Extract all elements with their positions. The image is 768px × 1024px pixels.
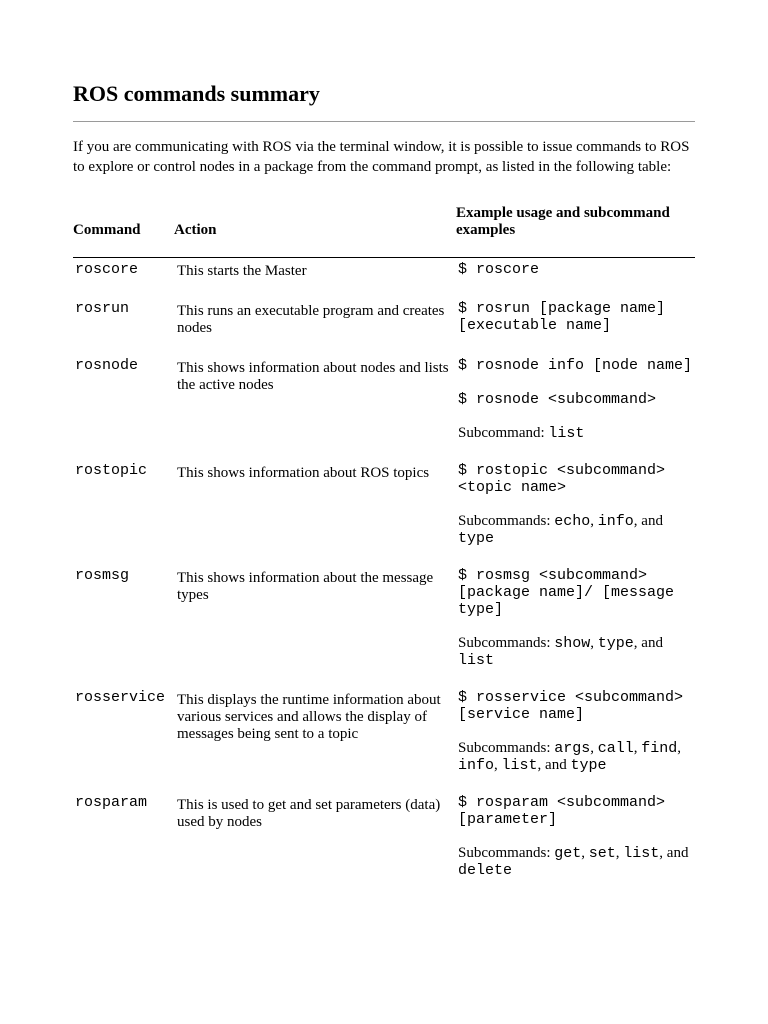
subcommand-name: find [641,740,678,757]
usage-example: $ rostopic <subcommand> <topic name> [458,462,666,496]
page-title: ROS commands summary [73,81,320,106]
table-row [73,357,695,462]
subcommands-label: Subcommands: [458,740,551,756]
subcommand-name: args [554,740,591,757]
header-action: Action [174,205,456,258]
table-row [73,689,695,794]
subcommand-name: list [548,425,585,442]
action-cell: This is used to get and set parameters (data) used by nodes [177,797,441,830]
action-cell: This shows information about nodes and lists the active nodes [177,360,449,393]
command-cell: rosservice [75,689,166,706]
table-row [73,300,695,357]
table-header-row [73,205,695,258]
commands-table [73,205,695,899]
example-cell [456,258,695,301]
subcommand-name: type [570,757,607,774]
command-cell: rosrun [75,300,130,317]
subcommand-name: type [597,635,634,652]
command-cell: rosnode [75,357,139,374]
subcommands-line: Subcommands: get, set, list, and delete [458,845,689,879]
subcommands-label: Subcommands: [458,513,551,529]
example-cell [456,300,695,357]
table-row [73,567,695,689]
action-cell: This shows information about ROS topics [177,465,430,481]
example-cell [456,357,695,462]
action-cell: This shows information about the message types [177,570,434,603]
subcommand-name: type [458,530,495,547]
usage-example: $ rosnode <subcommand> [458,391,657,408]
example-cell [456,794,695,899]
subcommand-name: get [554,845,582,862]
action-cell: This runs an executable program and creates nodes [177,303,445,336]
header-example: Example usage and subcommand examples [456,205,695,258]
usage-example: $ rosmsg <subcommand> [package name]/ [message type] [458,567,675,618]
subcommand-name: delete [458,862,513,879]
command-cell: roscore [75,261,139,278]
example-cell [456,567,695,689]
table-body [73,258,695,900]
subcommand-name: echo [554,513,591,530]
table-row [73,794,695,899]
intro-paragraph: If you are communicating with ROS via the terminal window, it is possible to issue commands to ROS to explore or control nodes in a package from the command prompt, as listed in the following table: [73,139,690,175]
subcommand-name: list [458,652,495,669]
header-command: Command [73,205,174,258]
usage-example: $ rosrun [package name] [executable name] [458,300,666,334]
example-cell [456,462,695,567]
subcommand-name: set [588,845,616,862]
table-row [73,258,695,301]
subcommand-name: info [458,757,495,774]
usage-example: $ roscore [458,261,540,278]
subcommands-label: Subcommand: [458,425,545,441]
title-divider [73,121,695,122]
subcommands-line: Subcommands: args, call, find, info, list, and type [458,740,682,774]
subcommands-label: Subcommands: [458,635,551,651]
subcommand-name: list [623,845,660,862]
usage-example: $ rosparam <subcommand> [parameter] [458,794,666,828]
usage-example: $ rosnode info [node name] [458,357,693,374]
subcommands-line [458,425,695,442]
usage-example: $ rosservice <subcommand> [service name] [458,689,684,723]
action-cell: This displays the runtime information about various services and allows the display of messages being sent to a topic [177,692,441,742]
subcommand-name: info [597,513,634,530]
commands-table-wrapper [73,205,695,899]
command-cell: rostopic [75,462,148,479]
subcommand-name: show [554,635,591,652]
subcommands-label: Subcommands: [458,845,551,861]
command-cell: rosparam [75,794,148,811]
subcommands-line: Subcommands: show, type, and list [458,635,663,669]
example-cell [456,689,695,794]
action-cell: This starts the Master [177,263,307,279]
subcommand-name: list [501,757,538,774]
command-cell: rosmsg [75,567,130,584]
table-row [73,462,695,567]
subcommand-name: call [597,740,634,757]
subcommands-line: Subcommands: echo, info, and type [458,513,663,547]
